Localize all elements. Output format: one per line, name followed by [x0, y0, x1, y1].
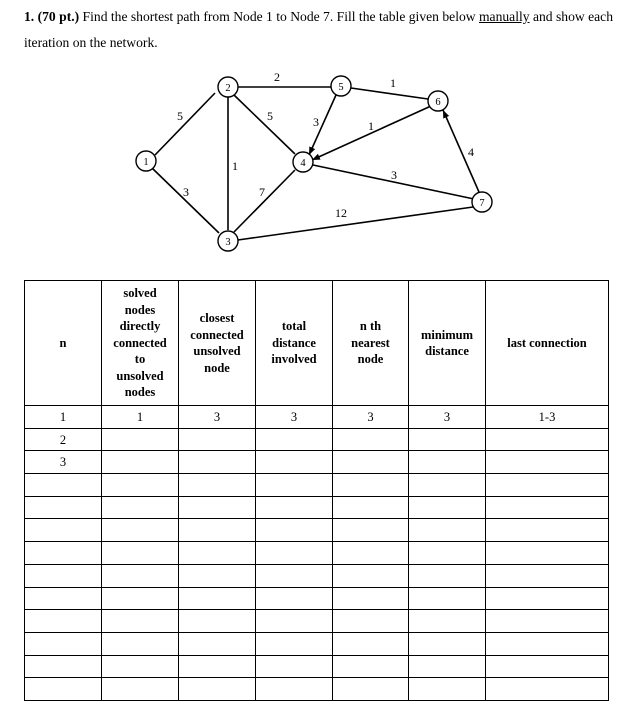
cell-n[interactable] [25, 519, 102, 542]
node-3-label: 3 [225, 237, 231, 248]
cell-n[interactable] [25, 678, 102, 701]
edge-6-4 [312, 106, 431, 160]
weight-4-7: 3 [391, 168, 397, 182]
cell-minimum[interactable] [409, 678, 486, 701]
table-row [25, 632, 609, 655]
cell-last[interactable] [486, 587, 609, 610]
cell-last[interactable] [486, 519, 609, 542]
cell-n[interactable]: 1 [25, 406, 102, 429]
question-body-end: and show each iteration on the network. [24, 9, 613, 50]
cell-minimum[interactable]: 3 [409, 406, 486, 429]
cell-nearest[interactable] [333, 678, 409, 701]
cell-n[interactable] [25, 632, 102, 655]
table-row [25, 655, 609, 678]
cell-nearest[interactable] [333, 496, 409, 519]
node-6-label: 6 [435, 97, 441, 108]
cell-n[interactable] [25, 655, 102, 678]
edge-1-3 [152, 168, 219, 233]
edge-3-7 [238, 207, 473, 240]
cell-last[interactable] [486, 632, 609, 655]
cell-minimum[interactable] [409, 587, 486, 610]
cell-closest[interactable] [179, 542, 256, 565]
table-row [25, 564, 609, 587]
table-row [25, 678, 609, 701]
question-body-start: Find the shortest path from Node 1 to Node 7. Fill the table given below [79, 9, 479, 24]
cell-nearest[interactable] [333, 451, 409, 474]
cell-closest[interactable] [179, 632, 256, 655]
node-2 [218, 77, 238, 97]
cell-nearest[interactable] [333, 564, 409, 587]
cell-total[interactable] [256, 496, 333, 519]
edge-1-2 [155, 93, 215, 155]
weight-5-4: 3 [313, 115, 319, 129]
header-n: n [25, 281, 102, 406]
cell-solved[interactable] [102, 519, 179, 542]
cell-total[interactable] [256, 678, 333, 701]
cell-total[interactable] [256, 519, 333, 542]
cell-total[interactable] [256, 474, 333, 497]
cell-minimum[interactable] [409, 474, 486, 497]
edge-2-4 [234, 95, 295, 154]
cell-nearest[interactable] [333, 587, 409, 610]
cell-last[interactable] [486, 451, 609, 474]
cell-minimum[interactable] [409, 496, 486, 519]
cell-closest[interactable] [179, 451, 256, 474]
weight-5-6: 1 [390, 76, 396, 90]
cell-nearest[interactable] [333, 474, 409, 497]
cell-solved[interactable] [102, 451, 179, 474]
cell-nearest[interactable] [333, 428, 409, 451]
network-diagram [0, 60, 642, 260]
table-row [25, 610, 609, 633]
cell-solved[interactable] [102, 655, 179, 678]
cell-n[interactable] [25, 564, 102, 587]
cell-last[interactable] [486, 564, 609, 587]
table-row [25, 542, 609, 565]
cell-n[interactable] [25, 587, 102, 610]
table-row [25, 406, 609, 429]
cell-minimum[interactable] [409, 655, 486, 678]
weight-6-4: 1 [368, 119, 374, 133]
table-row [25, 496, 609, 519]
question-emphasis: manually [478, 9, 530, 24]
cell-minimum[interactable] [409, 632, 486, 655]
cell-minimum[interactable] [409, 564, 486, 587]
node-3 [218, 231, 238, 251]
question-number: 1. [24, 9, 35, 24]
cell-solved[interactable] [102, 428, 179, 451]
cell-minimum[interactable] [409, 519, 486, 542]
cell-closest[interactable] [179, 428, 256, 451]
header-total-distance: total distance involved [256, 281, 333, 406]
cell-last[interactable]: 1-3 [486, 406, 609, 429]
node-5 [331, 76, 351, 96]
cell-n[interactable] [25, 474, 102, 497]
cell-n[interactable] [25, 496, 102, 519]
cell-solved[interactable] [102, 610, 179, 633]
cell-solved[interactable] [102, 496, 179, 519]
cell-closest[interactable] [179, 678, 256, 701]
table-row [25, 428, 609, 451]
header-nth-nearest: n th nearest node [333, 281, 409, 406]
table-row [25, 519, 609, 542]
weight-3-4: 7 [259, 185, 265, 199]
weight-3-7: 12 [335, 206, 347, 220]
weight-2-3: 1 [232, 159, 238, 173]
node-4 [293, 152, 313, 172]
cell-total[interactable] [256, 451, 333, 474]
node-2-label: 2 [225, 83, 231, 94]
cell-minimum[interactable] [409, 610, 486, 633]
cell-solved[interactable] [102, 632, 179, 655]
cell-minimum[interactable] [409, 428, 486, 451]
cell-solved[interactable] [102, 587, 179, 610]
cell-nearest[interactable] [333, 655, 409, 678]
cell-nearest[interactable]: 3 [333, 406, 409, 429]
cell-total[interactable] [256, 632, 333, 655]
header-minimum-distance: minimum distance [409, 281, 486, 406]
cell-last[interactable] [486, 496, 609, 519]
cell-total[interactable]: 3 [256, 406, 333, 429]
cell-solved[interactable]: 1 [102, 406, 179, 429]
cell-n[interactable]: 3 [25, 451, 102, 474]
cell-total[interactable] [256, 610, 333, 633]
cell-last[interactable] [486, 542, 609, 565]
cell-solved[interactable] [102, 474, 179, 497]
question-points: (70 pt.) [37, 9, 80, 24]
cell-closest[interactable]: 3 [179, 406, 256, 429]
cell-nearest[interactable] [333, 632, 409, 655]
cell-total[interactable] [256, 428, 333, 451]
weight-2-4: 5 [267, 109, 273, 123]
cell-closest[interactable] [179, 587, 256, 610]
node-7 [472, 192, 492, 212]
node-5-label: 5 [338, 82, 344, 93]
cell-total[interactable] [256, 655, 333, 678]
node-7-label: 7 [479, 198, 485, 209]
header-closest-node: closest connected unsolved node [179, 281, 256, 406]
node-6 [428, 91, 448, 111]
cell-closest[interactable] [179, 519, 256, 542]
cell-closest[interactable] [179, 655, 256, 678]
node-1-label: 1 [143, 157, 149, 168]
table-row [25, 474, 609, 497]
cell-last[interactable] [486, 655, 609, 678]
solution-table [24, 280, 609, 701]
cell-closest[interactable] [179, 496, 256, 519]
cell-closest[interactable] [179, 564, 256, 587]
cell-minimum[interactable] [409, 542, 486, 565]
table-row [25, 451, 609, 474]
cell-n[interactable] [25, 610, 102, 633]
header-solved-nodes: solved nodes directly connected to unsolved nodes [102, 281, 179, 406]
cell-total[interactable] [256, 564, 333, 587]
cell-n[interactable]: 2 [25, 428, 102, 451]
weight-1-2: 5 [177, 109, 183, 123]
header-last-connection: last connection [486, 281, 609, 406]
cell-solved[interactable] [102, 542, 179, 565]
cell-n[interactable] [25, 542, 102, 565]
cell-nearest[interactable] [333, 519, 409, 542]
node-4-label: 4 [300, 158, 306, 169]
cell-last[interactable] [486, 474, 609, 497]
cell-nearest[interactable] [333, 542, 409, 565]
cell-last[interactable] [486, 428, 609, 451]
cell-solved[interactable] [102, 678, 179, 701]
cell-nearest[interactable] [333, 610, 409, 633]
cell-total[interactable] [256, 587, 333, 610]
question-text [24, 4, 624, 56]
node-1 [136, 151, 156, 171]
cell-closest[interactable] [179, 610, 256, 633]
weight-7-6: 4 [468, 145, 474, 159]
cell-minimum[interactable] [409, 451, 486, 474]
weight-2-5: 2 [274, 70, 280, 84]
edge-3-4 [234, 170, 295, 232]
cell-last[interactable] [486, 678, 609, 701]
cell-solved[interactable] [102, 564, 179, 587]
cell-closest[interactable] [179, 474, 256, 497]
table-row [25, 587, 609, 610]
cell-last[interactable] [486, 610, 609, 633]
cell-total[interactable] [256, 542, 333, 565]
table-header-row [25, 281, 609, 406]
weight-1-3: 3 [183, 185, 189, 199]
